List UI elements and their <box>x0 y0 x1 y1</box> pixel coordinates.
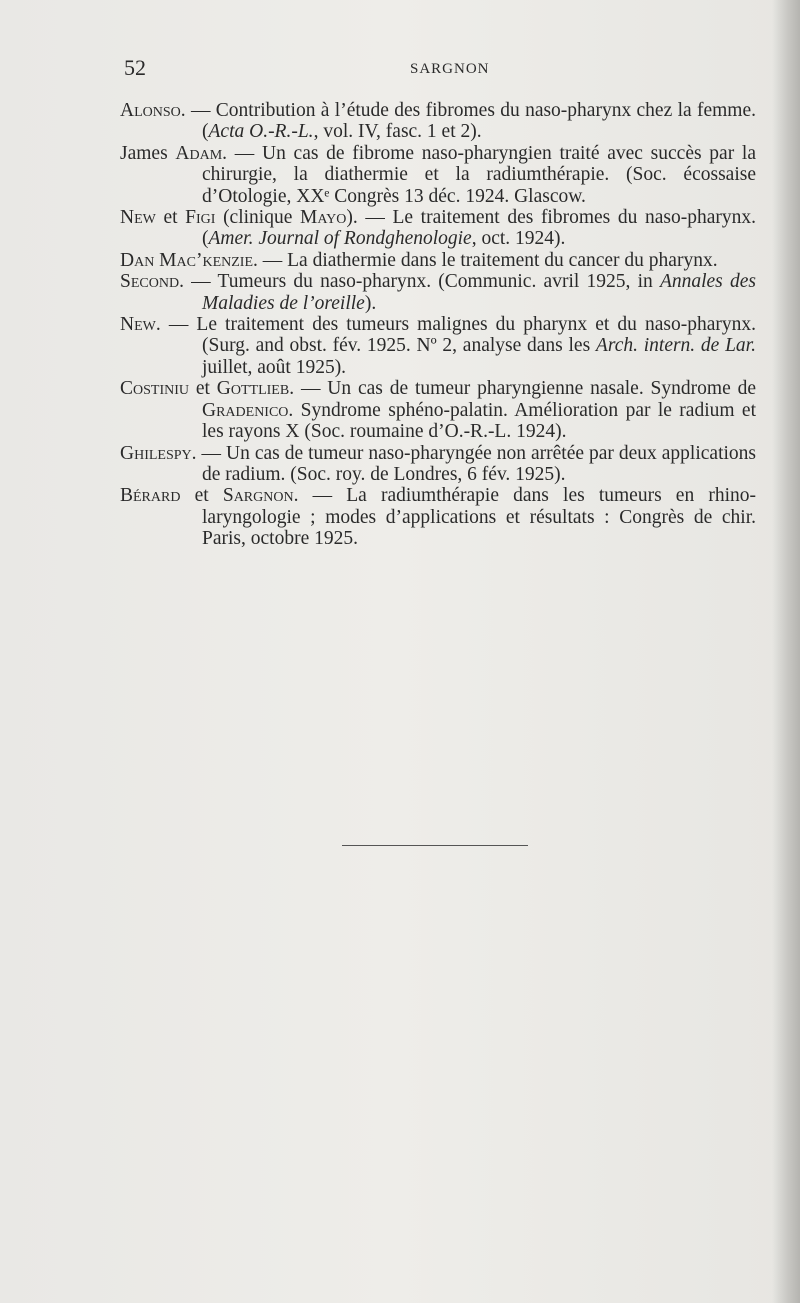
reference-entry <box>120 143 756 207</box>
reference-entry <box>120 378 756 442</box>
reference-entry <box>120 271 756 314</box>
author-name: Mayo <box>300 207 347 229</box>
author-name: Adam <box>175 142 223 164</box>
author-name: Sargnon <box>222 485 294 507</box>
reference-text: James <box>120 142 176 164</box>
journal-title: Annales des Maladies de l’oreille <box>202 271 756 314</box>
reference-entry <box>120 485 756 549</box>
author-name: Bérard <box>120 485 181 507</box>
page-header <box>0 55 790 85</box>
reference-text: ). — Le traitement des fibromes du naso-pharynx. ( <box>202 207 756 250</box>
reference-text: et <box>180 485 223 507</box>
reference-text: . — Un cas de fibrome naso-pharyngien traité avec succès par la chirurgie, la diathermie et la radiumthérapie. (Soc. écossaise d’Otologie, XXᵉ Congrès 13 déc. 1924. Glascow. <box>202 142 756 207</box>
author-name: Alonso <box>120 100 181 121</box>
reference-entry <box>120 443 756 486</box>
reference-text: et <box>189 378 217 400</box>
author-name: Dan Mac’kenzie <box>120 249 253 271</box>
reference-text: (clinique <box>215 207 300 229</box>
reference-entry <box>120 100 756 143</box>
reference-text: , oct. 1924). <box>471 228 566 250</box>
reference-text: . — La radiumthérapie dans les tumeurs en rhino-laryngologie ; modes d’applications et résultats : Congrès de chir. Paris, octobre 1925. <box>202 485 757 550</box>
reference-entry <box>120 314 756 378</box>
reference-entry <box>120 250 756 271</box>
journal-title: Amer. Journal of Rondghenologie <box>208 228 472 250</box>
author-name: Gottlieb <box>216 378 290 400</box>
reference-text: . — Contribution à l’étude des fibromes du naso-pharynx chez la femme. ( <box>180 100 756 143</box>
reference-text: . — Un cas de tumeur pharyngienne nasale. Syndrome de <box>289 378 756 400</box>
running-head: SARGNON <box>410 61 490 77</box>
section-rule <box>342 845 528 846</box>
reference-text: . Syndrome sphéno-palatin. Amélioration par le radium et les rayons X (Soc. roumaine d’O.-R.-L. 1924). <box>202 399 756 443</box>
journal-title: Acta O.-R.-L. <box>208 121 314 143</box>
page-edge-shadow <box>772 0 800 1303</box>
reference-list <box>120 100 756 550</box>
author-name: New <box>120 207 156 229</box>
reference-text: . — La diathermie dans le traitement du cancer du pharynx. <box>253 249 718 271</box>
reference-text: , vol. IV, fasc. 1 et 2). <box>313 121 482 143</box>
reference-text: . — Tumeurs du naso-pharynx. (Communic. avril 1925, in <box>179 271 660 293</box>
reference-entry <box>120 207 756 250</box>
author-name: Ghilespy <box>120 442 192 464</box>
author-name: Costiniu <box>120 378 189 400</box>
author-name: Figi <box>185 207 216 229</box>
journal-title: Arch. intern. de Lar. <box>595 335 756 357</box>
reference-text: et <box>155 207 186 229</box>
reference-text: . — Le traitement des tumeurs malignes du pharynx et du naso-pharynx. (Surg. and obst. fév. 1925. Nº 2, analyse dans les <box>155 314 756 357</box>
page-number: 52 <box>124 55 146 80</box>
author-name: Second <box>120 271 180 293</box>
reference-text: juillet, août 1925). <box>202 356 347 378</box>
reference-text: . — Un cas de tumeur naso-pharyngée non arrêtée par deux applications de radium. (Soc. roy. de Londres, 6 fév. 1925). <box>191 442 756 485</box>
author-name: Gradenico <box>202 399 289 421</box>
author-name: New <box>120 314 156 336</box>
reference-text: ). <box>364 292 377 314</box>
